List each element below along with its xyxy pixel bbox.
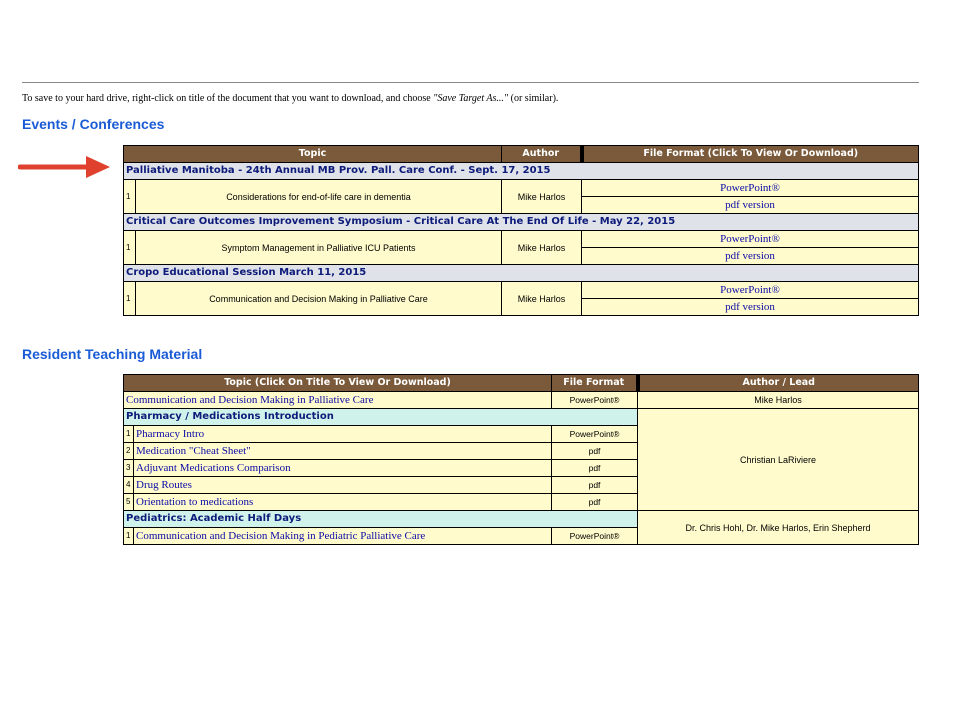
pdf-link[interactable]: pdf version [582, 197, 919, 214]
resident-section-row [124, 511, 919, 528]
event-row [124, 282, 919, 299]
pdf-link[interactable]: pdf version [582, 299, 919, 316]
resident-format: PowerPoint® [552, 392, 638, 409]
resident-format: pdf [552, 477, 638, 494]
resident-row-number: 1 [124, 528, 134, 545]
event-row [124, 231, 919, 248]
resident-table [123, 374, 919, 545]
event-topic: Communication and Decision Making in Palliative Care [136, 282, 502, 316]
events-heading: Events / Conferences [22, 116, 165, 132]
resident-topic-link[interactable]: Pharmacy Intro [134, 426, 552, 443]
resident-format: pdf [552, 460, 638, 477]
event-author: Mike Harlos [502, 231, 582, 265]
resident-row-number: 4 [124, 477, 134, 494]
resident-topic-link[interactable]: Adjuvant Medications Comparison [134, 460, 552, 477]
event-row-number: 1 [124, 231, 136, 265]
resident-topic-link[interactable]: Communication and Decision Making in Pediatric Palliative Care [134, 528, 552, 545]
resident-header-topic: Topic (Click On Title To View Or Download) [124, 375, 552, 392]
events-header-format: File Format (Click To View Or Download) [582, 146, 919, 163]
resident-author: Mike Harlos [638, 392, 919, 409]
event-author: Mike Harlos [502, 282, 582, 316]
instructions-text: To save to your hard drive, right-click on title of the document that you want to download, and choose [22, 93, 434, 104]
resident-lead: Christian LaRiviere [638, 409, 919, 511]
events-table [123, 145, 919, 316]
event-row [124, 180, 919, 197]
resident-heading: Resident Teaching Material [22, 346, 203, 362]
horizontal-rule [22, 82, 919, 83]
event-section-title: Cropo Educational Session March 11, 2015 [124, 265, 919, 282]
resident-row [124, 392, 919, 409]
resident-topic-link[interactable]: Drug Routes [134, 477, 552, 494]
resident-section-title: Pharmacy / Medications Introduction [124, 409, 638, 426]
events-header-author: Author [502, 146, 582, 163]
events-header-topic: Topic [124, 146, 502, 163]
event-section-row [124, 265, 919, 282]
resident-format: PowerPoint® [552, 528, 638, 545]
resident-topic-link[interactable]: Orientation to medications [134, 494, 552, 511]
resident-format: pdf [552, 494, 638, 511]
event-section-title: Palliative Manitoba - 24th Annual MB Prov. Pall. Care Conf. - Sept. 17, 2015 [124, 163, 919, 180]
event-section-row [124, 214, 919, 231]
event-section-row [124, 163, 919, 180]
resident-row-number: 3 [124, 460, 134, 477]
download-instructions [22, 93, 558, 104]
powerpoint-link[interactable]: PowerPoint® [582, 282, 919, 299]
resident-row-number: 1 [124, 426, 134, 443]
resident-topic-link[interactable]: Communication and Decision Making in Palliative Care [124, 392, 552, 409]
powerpoint-link[interactable]: PowerPoint® [582, 231, 919, 248]
resident-header-row [124, 375, 919, 392]
resident-lead: Dr. Chris Hohl, Dr. Mike Harlos, Erin Shepherd [638, 511, 919, 545]
events-header-row [124, 146, 919, 163]
resident-header-format: File Format [552, 375, 638, 392]
event-topic: Symptom Management in Palliative ICU Patients [136, 231, 502, 265]
instructions-save-target: "Save Target As..." [433, 93, 509, 104]
resident-row-number: 5 [124, 494, 134, 511]
resident-row-number: 2 [124, 443, 134, 460]
event-row-number: 1 [124, 180, 136, 214]
event-topic: Considerations for end-of-life care in dementia [136, 180, 502, 214]
resident-section-row [124, 409, 919, 426]
instructions-suffix: (or similar). [508, 93, 559, 104]
red-arrow-icon [18, 154, 118, 180]
event-row-number: 1 [124, 282, 136, 316]
event-author: Mike Harlos [502, 180, 582, 214]
resident-topic-link[interactable]: Medication "Cheat Sheet" [134, 443, 552, 460]
pdf-link[interactable]: pdf version [582, 248, 919, 265]
resident-format: pdf [552, 443, 638, 460]
powerpoint-link[interactable]: PowerPoint® [582, 180, 919, 197]
resident-header-author: Author / Lead [638, 375, 919, 392]
resident-format: PowerPoint® [552, 426, 638, 443]
event-section-title: Critical Care Outcomes Improvement Symposium - Critical Care At The End Of Life - May 22, 2015 [124, 214, 919, 231]
resident-section-title: Pediatrics: Academic Half Days [124, 511, 638, 528]
